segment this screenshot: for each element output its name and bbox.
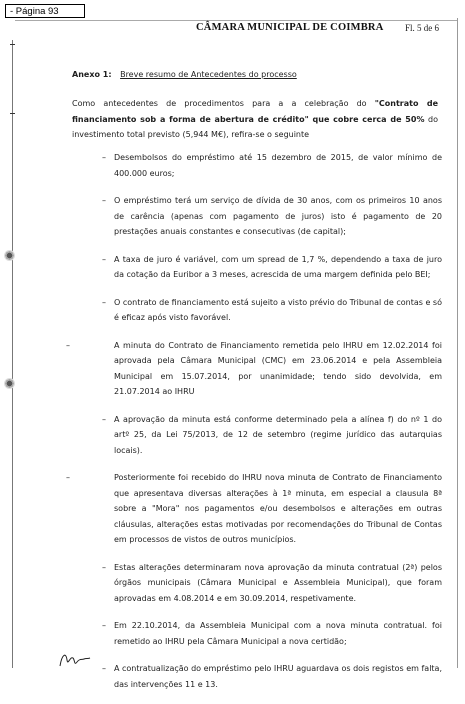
- list-item-text: Posteriormente foi recebido do IHRU nova minuta de Contrato de Financiamento que apresentava diversas alterações à 1ª minuta, em especial a clausula 8ª sobre a "Mora" nos pagamentos e/ou desembolsos e alterações em outras cláusulas, alterações estas motivadas por recomendações do Tribunal de Contas em processos de vistos de outros municípios.: [114, 473, 442, 544]
- contract-name: "Contrato de financiamento sob a forma de abertura de crédito": [72, 99, 438, 124]
- handwritten-signature: [58, 650, 92, 670]
- list-item-text: A contratualização do empréstimo pelo IHRU aguardava os dois registos em falta, das intervenções 11 e 13.: [114, 664, 442, 689]
- coverage-text: que cobre cerca de 50%: [308, 114, 425, 124]
- dash-bullet: –: [102, 153, 106, 162]
- list-item: [72, 618, 442, 649]
- dash-bullet: –: [102, 414, 106, 424]
- margin-tick: [10, 113, 15, 114]
- list-item: [72, 150, 442, 181]
- top-border-line: [15, 20, 458, 21]
- list-item: [72, 661, 442, 692]
- list-item: [72, 193, 442, 240]
- intro-text-end: do investimento total previsto (5,944 M€), refira-se o seguinte: [72, 114, 438, 139]
- list-item: [72, 252, 442, 283]
- annex-title: Breve resumo de Antecedentes do processo: [120, 70, 297, 79]
- dash-bullet: –: [102, 297, 106, 307]
- page-number-badge: - Página 93: [5, 4, 85, 18]
- dash-bullet: –: [102, 664, 106, 673]
- list-item: [72, 295, 442, 326]
- dash-bullet: –: [102, 621, 106, 630]
- list-item-text: A aprovação da minuta está conforme determinado pela a alínea f) do nº 1 do artº 25, da Lei 75/2013, de 12 de setembro (regime jurídico das autarquias locais).: [114, 414, 442, 455]
- list-item: [72, 560, 442, 607]
- dash-bullet: –: [66, 473, 70, 482]
- list-item-text: A taxa de juro é variável, com um spread de 1,7 %, dependendo a taxa de juro da cotação da Euribor a 3 meses, acrescida de uma margem definida pelo BEI;: [114, 254, 442, 279]
- folio-number: Fl. 5 de 6: [405, 23, 440, 33]
- punch-hole-icon: [4, 378, 15, 389]
- intro-text: Como antecedentes de procedimentos para a a celebração do: [72, 99, 375, 108]
- list-item-text: A minuta do Contrato de Financiamento remetida pelo IHRU em 12.02.2014 foi aprovada pela Câmara Municipal (CMC) em 23.06.2014 e pela Assembleia Municipal em 15.07.2014, por unanimidade; tendo sido devolvida, em 21.07.2014 ao IHRU: [114, 340, 442, 396]
- list-item: [66, 470, 442, 548]
- dash-bullet: –: [102, 254, 106, 264]
- punch-hole-icon: [4, 250, 15, 261]
- left-margin-line: [12, 40, 13, 668]
- dash-bullet: –: [102, 196, 106, 205]
- dash-bullet: –: [102, 562, 106, 572]
- list-item: [72, 412, 442, 459]
- dash-bullet: –: [66, 340, 70, 350]
- annex-heading: [72, 70, 297, 79]
- list-item-text: Em 22.10.2014, da Assembleia Municipal com a nova minuta contratual. foi remetido ao IHRU pela Câmara Municipal a nova certidão;: [114, 621, 442, 646]
- antecedents-list: [66, 150, 442, 704]
- right-margin-line: [457, 18, 458, 668]
- list-item-text: O empréstimo terá um serviço de dívida de 30 anos, com os primeiros 10 anos de carência (apenas com pagamento de juros) isto é pagamento de 20 prestações anuais constantes e consecutivas (de capital);: [114, 196, 442, 236]
- list-item-text: Estas alterações determinaram nova aprovação da minuta contratual (2ª) pelos órgãos municipais (Câmara Municipal e Assembleia Municipal), que foram aprovadas em 4.08.2014 e em 30.09.2014, respetivamente.: [114, 562, 442, 603]
- list-item-text: Desembolsos do empréstimo até 15 dezembro de 2015, de valor mínimo de 400.000 euros;: [114, 153, 442, 178]
- list-item: [66, 338, 442, 400]
- list-item-text: O contrato de financiamento está sujeito a visto prévio do Tribunal de contas e só é eficaz após visto favorável.: [114, 297, 442, 322]
- annex-label: Anexo 1:: [72, 70, 112, 79]
- document-header: CÂMARA MUNICIPAL DE COIMBRA: [196, 22, 384, 33]
- margin-tick: [10, 44, 15, 45]
- intro-paragraph: [72, 96, 438, 143]
